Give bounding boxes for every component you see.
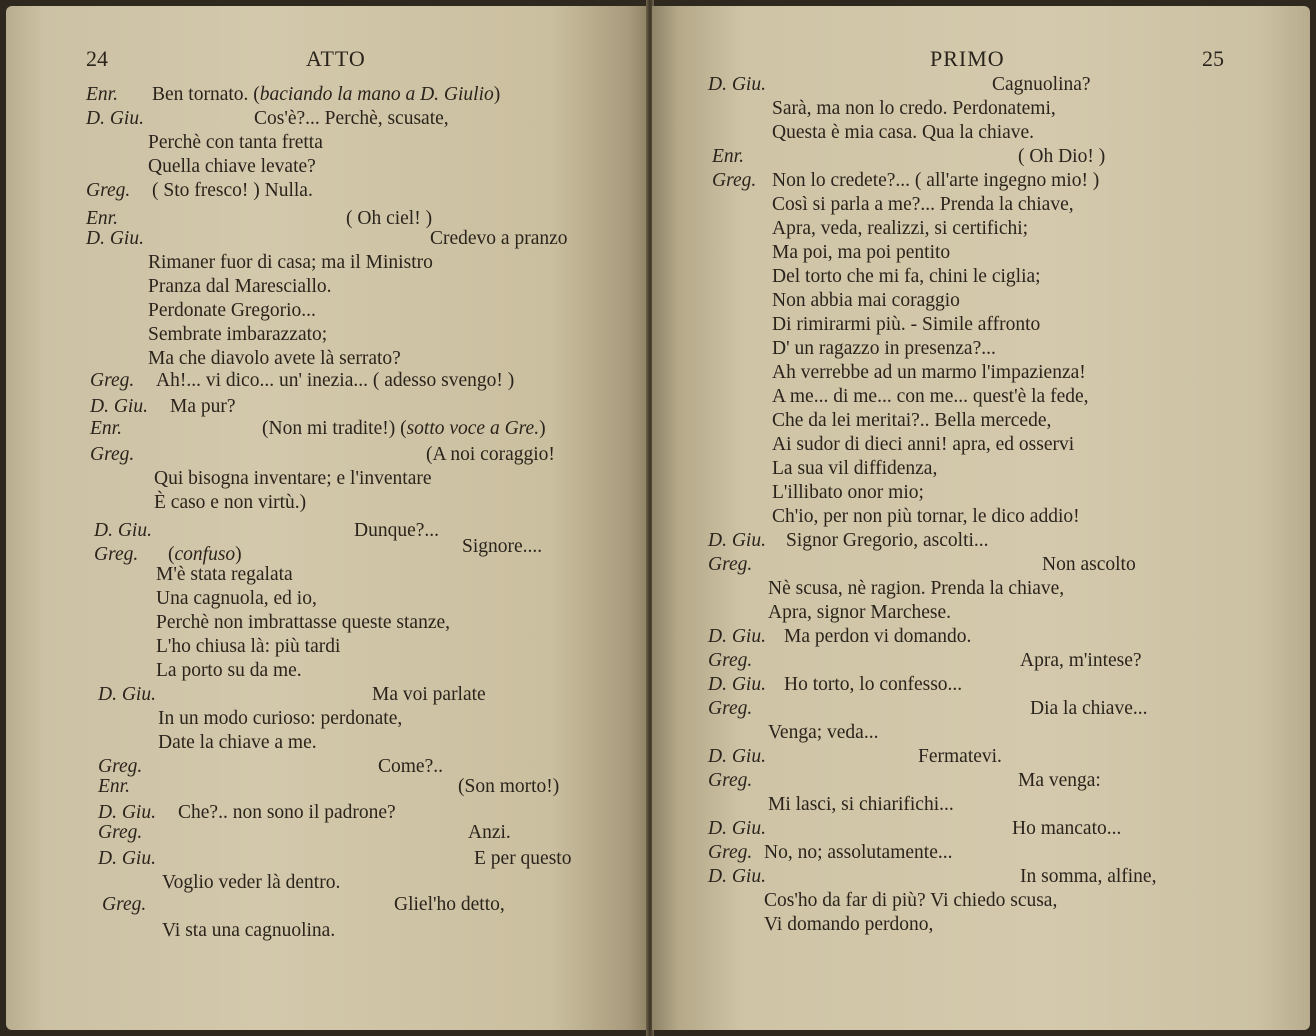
right-verse-line-1: Sarà, ma non lo credo. Perdonatemi,	[772, 98, 1056, 119]
right-page	[652, 6, 1310, 1030]
right-verse-line-6: Apra, veda, realizzi, si certifichi;	[772, 218, 1029, 239]
left-speaker-32: Greg.	[98, 822, 143, 843]
right-verse-line-32: No, no; assolutamente...	[764, 842, 953, 863]
right-speaker-3: Enr.	[712, 146, 744, 167]
right-verse-line-29: Ma venga:	[1018, 770, 1101, 791]
left-page	[6, 6, 648, 1030]
left-speaker-15: Greg.	[90, 444, 135, 465]
left-verse-line-13: Ma pur?	[170, 396, 236, 417]
left-verse-line-28: Date la chiave a me.	[158, 732, 317, 753]
left-verse-line-33: E per questo	[474, 848, 572, 869]
right-verse-line-3: ( Oh Dio! )	[1018, 146, 1106, 167]
right-verse-line-8: Del torto che mi fa, chini le ciglia;	[772, 266, 1041, 287]
left-speaker-4: Greg.	[86, 180, 131, 201]
right-speaker-20: Greg.	[708, 554, 753, 575]
left-verse-line-34: Voglio veder là dentro.	[162, 872, 341, 893]
right-verse-line-15: Ai sudor di dieci anni! apra, ed osservi	[772, 434, 1075, 455]
right-verse-line-9: Non abbia mai coraggio	[772, 290, 960, 311]
right-verse-line-18: Ch'io, per non più tornar, le dico addio!	[772, 506, 1080, 527]
left-verse-line-36: Vi sta una cagnuolina.	[162, 920, 336, 941]
page-number-right: 25	[1202, 46, 1224, 71]
right-verse-line-27: Venga; veda...	[768, 722, 879, 743]
right-speaker-23: D. Giu.	[708, 626, 766, 647]
left-speaker-19: Greg.	[94, 544, 139, 565]
right-verse-line-16: La sua vil diffidenza,	[772, 458, 938, 479]
right-speaker-4: Greg.	[712, 170, 757, 191]
left-speaker-26: D. Giu.	[98, 684, 156, 705]
right-verse-line-14: Che da lei meritai?.. Bella mercede,	[772, 410, 1052, 431]
right-verse-line-21: Nè scusa, nè ragion. Prenda la chiave,	[768, 578, 1065, 599]
left-verse-line-20: Signore....	[462, 536, 543, 557]
right-verse-line-30: Mi lasci, si chiarifichi...	[768, 794, 954, 815]
left-verse-line-32: Anzi.	[468, 822, 511, 843]
left-verse-line-12: Ah!... vi dico... un' inezia... ( adesso svengo! )	[156, 370, 515, 391]
left-verse-line-3: Quella chiave levate?	[148, 156, 316, 177]
left-speaker-18: D. Giu.	[94, 520, 152, 541]
left-verse-line-18: Dunque?...	[354, 520, 440, 541]
right-verse-line-31: Ho mancato...	[1012, 818, 1122, 839]
right-speaker-28: D. Giu.	[708, 746, 766, 767]
left-speaker-0: Enr.	[86, 84, 118, 105]
right-verse-line-12: Ah verrebbe ad un marmo l'impazienza!	[772, 362, 1086, 383]
left-speaker-29: Greg.	[98, 756, 143, 777]
left-verse-line-15: (A noi coraggio!	[426, 444, 555, 465]
right-speaker-19: D. Giu.	[708, 530, 766, 551]
right-verse-line-35: Vi domando perdono,	[764, 914, 934, 935]
running-header-right: PRIMO	[930, 46, 1005, 71]
left-verse-line-0: Ben tornato. (baciando la mano a D. Giulio)	[152, 84, 501, 105]
right-speaker-24: Greg.	[708, 650, 753, 671]
left-verse-line-7: Rimaner fuor di casa; ma il Ministro	[148, 252, 433, 273]
running-header-left: ATTO	[306, 46, 366, 71]
right-speaker-25: D. Giu.	[708, 674, 766, 695]
left-verse-line-16: Qui bisogna inventare; e l'inventare	[154, 468, 432, 489]
right-verse-line-33: In somma, alfine,	[1020, 866, 1157, 887]
right-verse-line-26: Dia la chiave...	[1030, 698, 1148, 719]
left-speaker-13: D. Giu.	[90, 396, 148, 417]
left-stage-direction-14: sotto voce a Gre.	[406, 418, 540, 439]
left-verse-line-21: M'è stata regalata	[156, 564, 293, 585]
right-verse-line-5: Così si parla a me?... Prenda la chiave,	[772, 194, 1074, 215]
right-verse-line-20: Non ascolto	[1042, 554, 1136, 575]
left-speaker-5: Enr.	[86, 208, 118, 229]
right-verse-line-24: Apra, m'intese?	[1020, 650, 1142, 671]
right-verse-line-11: D' un ragazzo in presenza?...	[772, 338, 996, 359]
right-verse-line-19: Signor Gregorio, ascolti...	[786, 530, 989, 551]
right-verse-line-25: Ho torto, lo confesso...	[784, 674, 963, 695]
right-verse-line-7: Ma poi, ma poi pentito	[772, 242, 951, 263]
left-speaker-31: D. Giu.	[98, 802, 156, 823]
left-stage-direction-0: baciando la mano a D. Giulio	[259, 84, 494, 105]
left-verse-line-25: La porto su da me.	[156, 660, 302, 681]
left-verse-line-24: L'ho chiusa là: più tardi	[156, 636, 341, 657]
left-speaker-12: Greg.	[90, 370, 135, 391]
left-speaker-35: Greg.	[102, 894, 147, 915]
left-verse-line-6: Credevo a pranzo	[430, 228, 568, 249]
left-verse-line-11: Ma che diavolo avete là serrato?	[148, 348, 401, 369]
right-verse-line-10: Di rimirarmi più. - Simile affronto	[772, 314, 1041, 335]
right-verse-line-23: Ma perdon vi domando.	[784, 626, 972, 647]
left-verse-line-23: Perchè non imbrattasse queste stanze,	[156, 612, 451, 633]
right-verse-line-2: Questa è mia casa. Qua la chiave.	[772, 122, 1035, 143]
right-verse-line-34: Cos'ho da far di più? Vi chiedo scusa,	[764, 890, 1058, 911]
right-speaker-32: Greg.	[708, 842, 753, 863]
right-verse-line-4: Non lo credete?... ( all'arte ingegno mio! )	[772, 170, 1100, 191]
left-speaker-14: Enr.	[90, 418, 122, 439]
left-verse-line-4: ( Sto fresco! ) Nulla.	[152, 180, 313, 201]
left-verse-line-22: Una cagnuola, ed io,	[156, 588, 317, 609]
right-verse-line-17: L'illibato onor mio;	[772, 482, 924, 503]
left-speaker-6: D. Giu.	[86, 228, 144, 249]
left-verse-line-26: Ma voi parlate	[372, 684, 486, 705]
right-speaker-29: Greg.	[708, 770, 753, 791]
left-verse-line-5: ( Oh ciel! )	[346, 208, 433, 229]
left-verse-line-9: Perdonate Gregorio...	[148, 300, 316, 321]
left-verse-line-1: Cos'è?... Perchè, scusate,	[254, 108, 449, 129]
left-verse-line-19: (confuso)	[168, 544, 242, 565]
left-verse-line-8: Pranza dal Maresciallo.	[148, 276, 332, 297]
left-stage-direction-19: confuso	[174, 544, 236, 565]
left-verse-line-31: Che?.. non sono il padrone?	[178, 802, 396, 823]
right-speaker-33: D. Giu.	[708, 866, 766, 887]
left-verse-line-30: (Son morto!)	[458, 776, 560, 797]
left-verse-line-10: Sembrate imbarazzato;	[148, 324, 328, 345]
left-verse-line-17: È caso e non virtù.)	[154, 492, 307, 513]
right-speaker-0: D. Giu.	[708, 74, 766, 95]
right-verse-line-13: A me... di me... con me... quest'è la fede,	[772, 386, 1089, 407]
page-number-left: 24	[86, 46, 108, 71]
left-verse-line-35: Gliel'ho detto,	[394, 894, 505, 915]
left-verse-line-27: In un modo curioso: perdonate,	[158, 708, 403, 729]
right-verse-line-28: Fermatevi.	[918, 746, 1002, 767]
left-verse-line-14: (Non mi tradite!) (sotto voce a Gre.)	[262, 418, 546, 439]
right-verse-line-22: Apra, signor Marchese.	[768, 602, 952, 623]
left-verse-line-2: Perchè con tanta fretta	[148, 132, 323, 153]
right-speaker-26: Greg.	[708, 698, 753, 719]
left-verse-line-29: Come?..	[378, 756, 443, 777]
right-speaker-31: D. Giu.	[708, 818, 766, 839]
right-verse-line-0: Cagnuolina?	[992, 74, 1091, 95]
left-speaker-1: D. Giu.	[86, 108, 144, 129]
left-speaker-30: Enr.	[98, 776, 130, 797]
left-speaker-33: D. Giu.	[98, 848, 156, 869]
